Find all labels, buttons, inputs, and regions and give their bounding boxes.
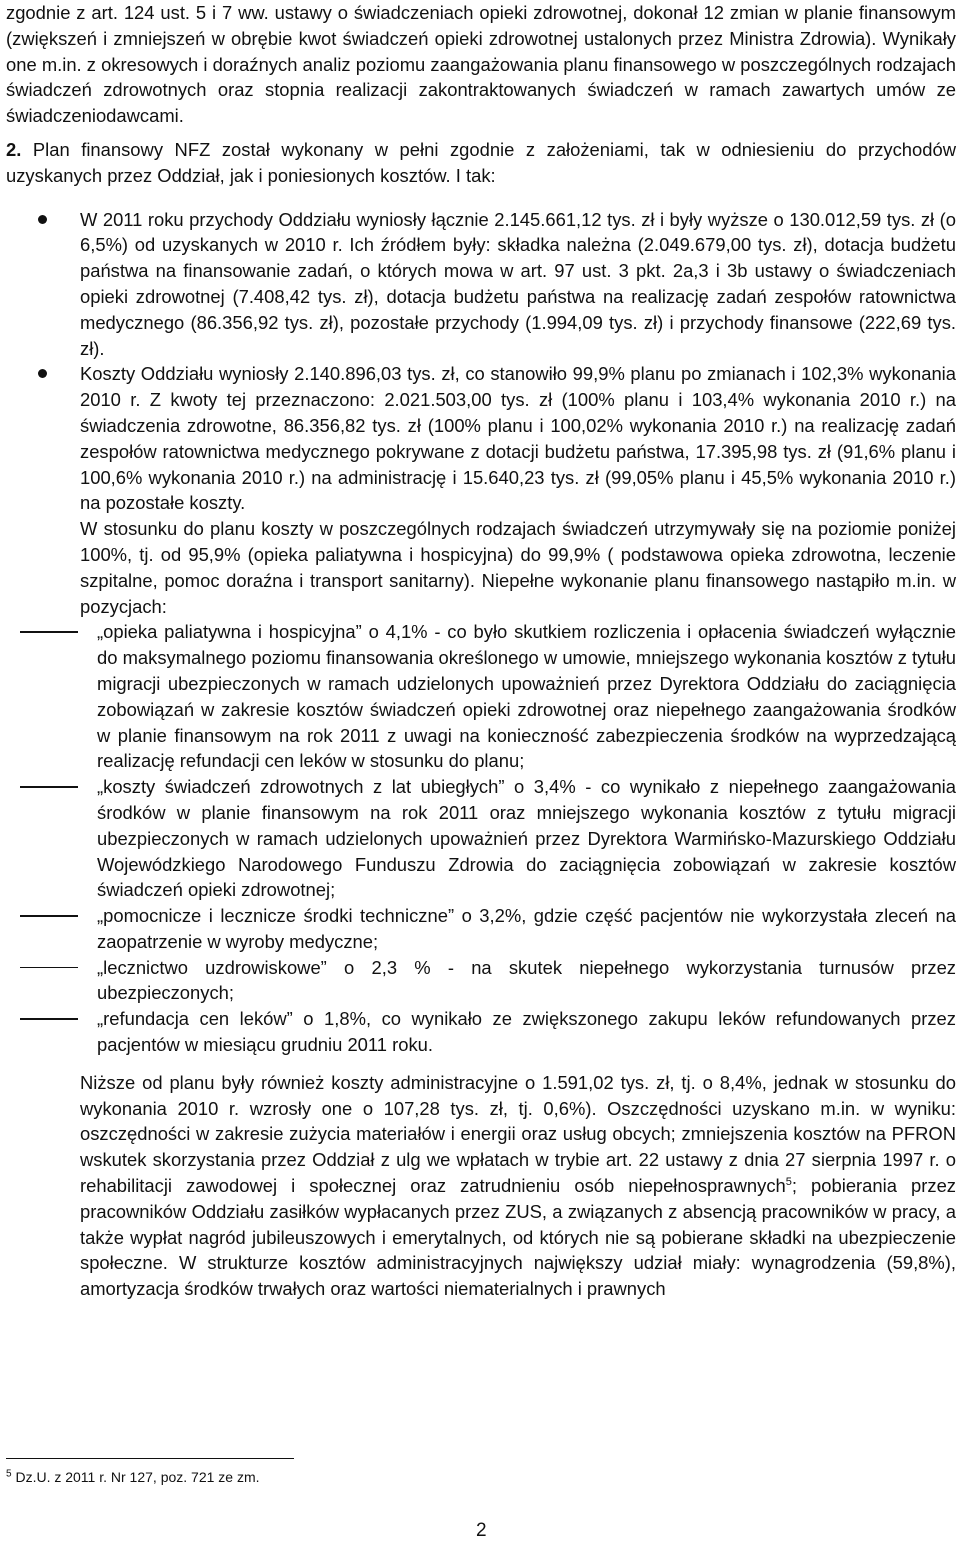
section-2-text: Plan finansowy NFZ został wykonany w pełni zgodnie z założeniami, tak w odniesieniu do przychodów uzyskanych przez Oddział, jak i poniesionych kosztów. I tak: <box>6 138 956 186</box>
dash-item-text: „opieka paliatywna i hospicyjna” o 4,1% - co było skutkiem rozliczenia i opłacenia świadczeń wyłącznie do maksymalnego poziomu finansowania określonego w umowie, mniejszego wykonania kosztów z tytułu migracji ubezpieczonych w ramach udzielonych upoważnień przez Dyrektora Oddziału do zaciągnięcia zobowiązań w zakresie kosztów świadczeń opieki zdrowotnej oraz niepełnego zaangażowania środków w planie finansowym na rok 2011 z uwagi na konieczność zabezpieczenia środków na wyprzedzającą realizację refundacji cen leków w stosunku do planu; <box>97 621 956 772</box>
dash-item <box>6 774 956 903</box>
bullet-paragraph: W stosunku do planu koszty w poszczególnych rodzajach świadczeń utrzymywały się na poziomie poniżej 100%, tj. od 95,9% (opieka paliatywna i hospicyjna) do 99,9% ( podstawowa opieka zdrowotna, leczenie szpitalne, pomoc doraźna i transport sanitarny). Niepełne wykonanie planu finansowego nastąpiło m.in. w pozycjach: <box>80 518 956 617</box>
dash-icon <box>20 786 78 788</box>
bullet-icon <box>38 215 47 224</box>
bullet-paragraph: W 2011 roku przychody Oddziału wyniosły łącznie 2.145.661,12 tys. zł i były wyższe o 130.012,59 tys. zł (o 6,5%) od uzyskanych w 2010 r. Ich źródłem były: składka należna (2.049.679,00 tys. zł), dotacja budżetu państwa na finansowanie zadań, o których mowa w art. 97 ust. 3 pkt. 2a,3 i 3b ustawy o świadczeniach opieki zdrowotnej (7.408,42 tys. zł), dotacja budżetu państwa na realizację zadań zespołów ratownictwa medycznego (86.356,92 tys. zł), pozostałe przychody (1.994,09 tys. zł) i przychody finansowe (222,69 tys. zł). <box>80 208 956 359</box>
admin-costs-paragraph <box>80 1070 956 1302</box>
dash-item-text: „refundacja cen leków” o 1,8%, co wynikało ze zwiększonego zakupu leków refundowanych przez pacjentów w miesiącu grudniu 2011 roku. <box>97 1008 956 1056</box>
dash-item-text: „pomocnicze i lecznicze środki techniczne” o 3,2%, gdzie część pacjentów nie wykorzystała zleceń na zaopatrzenie w wyroby medyczne; <box>97 905 956 952</box>
bullet-item-costs <box>6 361 956 1058</box>
dash-icon <box>20 1018 78 1020</box>
admin-costs-text-1: Niższe od planu były również koszty administracyjne o 1.591,02 tys. zł, tj. o 8,4%, jednak w stosunku do wykonania 2010 r. wzrosły one o 107,28 tys. zł, tj. 0,6%). Oszczędności uzyskano m.in. w wyniku: oszczędności w zakresie zużycia materiałów i energii oraz usług obcych; zmniejszenia kosztów na PFRON wskutek skorzystania przez Oddział z ulg we wpłatach w trybie art. 22 ustawy z dnia 27 sierpnia 1997 r. o rehabilitacji zawodowej i społecznej oraz zatrudnieniu osób niepełnosprawnych <box>80 1071 956 1197</box>
dash-item <box>6 619 956 774</box>
bullet-list <box>6 207 956 1058</box>
page-number: 2 <box>476 1520 487 1541</box>
dash-icon <box>20 915 78 917</box>
dash-item <box>6 903 956 955</box>
dash-item-text: „koszty świadczeń zdrowotnych z lat ubiegłych” o 3,4% - co wynikało z niepełnego zaangażowania środków w planie finansowym na rok 2011 oraz mniejszego wykonania kosztów z tytułu migracji ubezpieczonych w ramach udzielonych upoważnień przez Dyrektora Warmińsko-Mazurskiego Oddziału Wojewódzkiego Narodowego Funduszu Zdrowia do zaciągnięcia zobowiązań w zakresie kosztów świadczeń opieki zdrowotnej; <box>97 776 956 901</box>
dash-item <box>6 955 956 1007</box>
bullet-paragraph: Koszty Oddziału wyniosły 2.140.896,03 tys. zł, co stanowiło 99,9% planu po zmianach i 102,3% wykonania 2010 r. Z kwoty tej przeznaczono: 2.021.503,00 tys. zł (100% planu i 103,4% wykonania 2010 r.) na świadczenia zdrowotne, 86.356,82 tys. zł (100% planu i 100,02% wykonania 2010 r.) na realizację zadań zespołów ratownictwa medycznego pokrywane z dotacji budżetu państwa, 17.395,98 tys. zł (91,6% planu i 100,6% wykonania 2010 r.) na administrację i 15.640,23 tys. zł (99,05% planu i 45,5% wykonania 2010 r.) na pozostałe koszty. <box>80 363 956 514</box>
section-number: 2. <box>6 138 22 160</box>
section-2-paragraph <box>6 137 956 189</box>
admin-costs-text-2: ; pobierania przez pracowników Oddziału zasiłków wypłacanych przez ZUS, a związanych z absencją pracowników w pracy, a także wypłat nagród jubileuszowych i emerytalnych, od których nie są pobierane składki na ubezpieczenie społeczne. W strukturze kosztów administracyjnych największy udział miały: wynagrodzenia (59,8%), amortyzacja środków trwałych oraz wartości niematerialnych i prawnych <box>80 1175 956 1300</box>
footnote <box>6 1468 260 1486</box>
footnote-reference[interactable]: 5 <box>785 1175 792 1188</box>
footnote-text: Dz.U. z 2011 r. Nr 127, poz. 721 ze zm. <box>11 1469 260 1485</box>
page-body <box>6 0 956 1302</box>
footnote-mark: 5 <box>6 1468 12 1480</box>
footnote-separator <box>6 1458 294 1459</box>
dash-list <box>6 619 956 1058</box>
bullet-icon <box>38 369 47 378</box>
dash-icon <box>20 967 78 969</box>
bullet-item-revenue <box>6 207 956 362</box>
dash-item-text: „lecznictwo uzdrowiskowe” o 2,3 % - na skutek niepełnego wykorzystania turnusów przez ubezpieczonych; <box>97 956 956 1004</box>
dash-item <box>6 1006 956 1058</box>
dash-icon <box>20 631 78 633</box>
intro-paragraph: zgodnie z art. 124 ust. 5 i 7 ww. ustawy o świadczeniach opieki zdrowotnej, dokonał 12 zmian w planie finansowym (zwiększeń i zmniejszeń w obrębie kwot świadczeń opieki zdrowotnej ustalonych przez Ministra Zdrowia). Wynikały one m.in. z okresowych i doraźnych analiz poziomu zaangażowania planu finansowego w poszczególnych rodzajach świadczeń zdrowotnych oraz stopnia realizacji zakontraktowanych świadczeń w ramach zawartych umów ze świadczeniodawcami. <box>6 2 956 127</box>
